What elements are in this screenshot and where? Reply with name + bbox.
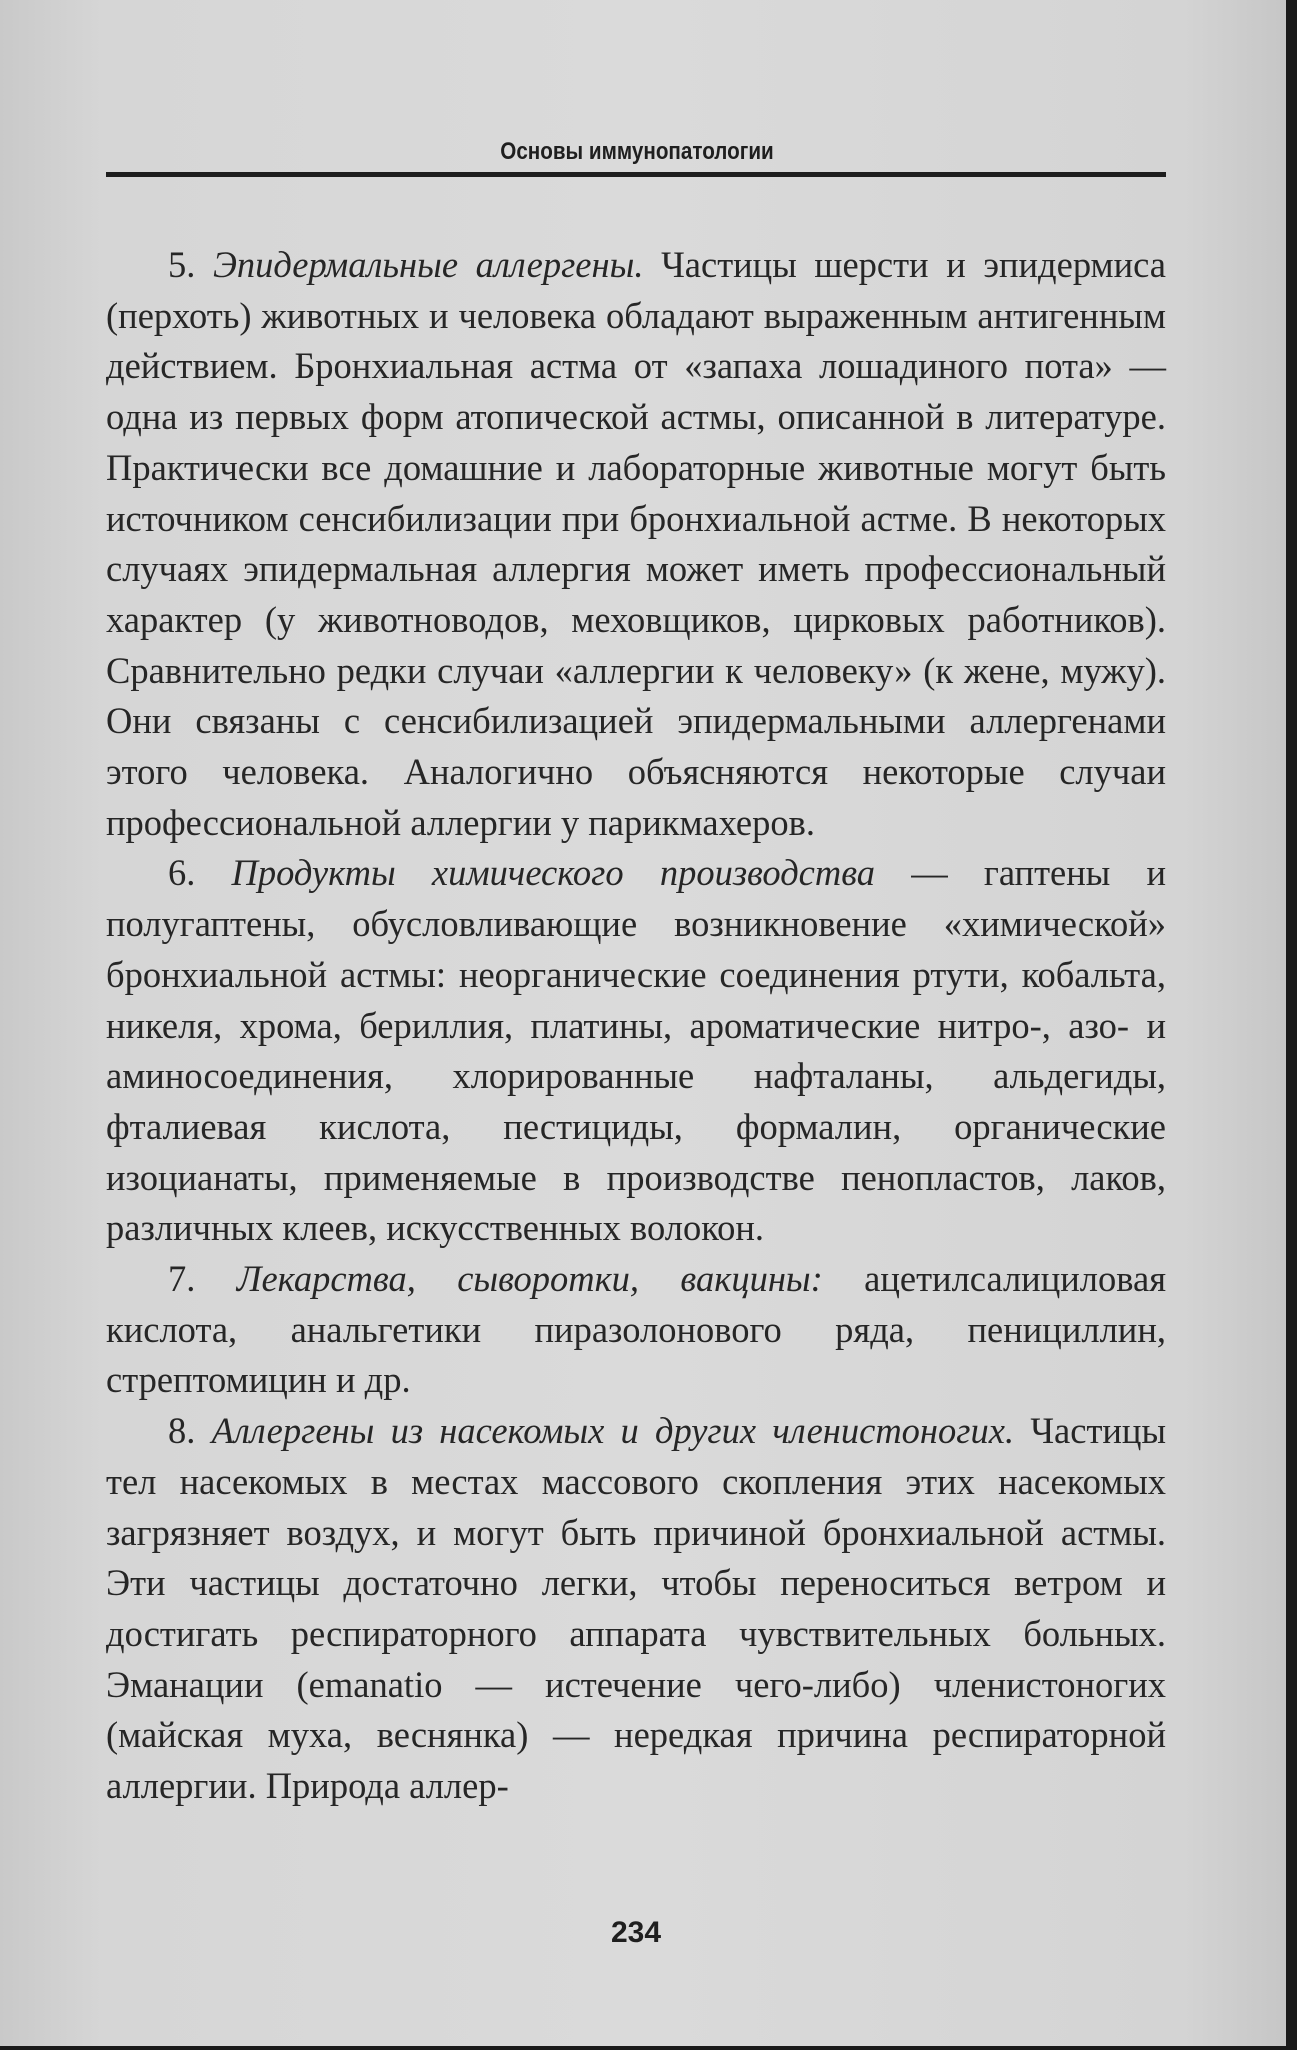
- running-head: Основы иммунопатологии: [500, 138, 774, 165]
- header-rule: [106, 172, 1166, 177]
- item-heading: Аллергены из насекомых и других членистоногих.: [211, 1410, 1015, 1452]
- paragraph-item-7: [106, 1254, 1166, 1406]
- item-heading: Продукты химического производства: [231, 852, 876, 894]
- item-number: 8.: [168, 1410, 196, 1452]
- item-heading: Лекарства, сыворотки, вакцины:: [236, 1258, 823, 1300]
- item-body: Частицы тел насекомых в местах массового скопления этих насекомых загрязняет воздух, и могут быть причиной бронхиальной астмы. Эти частицы достаточно легки, чтобы переноситься ветром и достигать респираторного аппарата чувствительных больных. Эманации (emanatio — истечение чего-либо) членистоногих (майская муха, веснянка) — нередкая причина респираторной аллергии. Природа аллер-: [106, 1410, 1166, 1807]
- paragraph-item-6: [106, 848, 1166, 1254]
- item-body: Частицы шерсти и эпидермиса (перхоть) животных и человека обладают выраженным антигенным действием. Бронхиальная астма от «запаха лошадиного пота» — одна из первых форм атопической астмы, описанной в литературе. Практически все домашние и лабораторные животные могут быть источником сенсибилизации при бронхиальной астме. В некоторых случаях эпидермальная аллергия может иметь профессиональный характер (у животноводов, меховщиков, цирковых работников). Сравнительно редки случаи «аллергии к человеку» (к жене, мужу). Они связаны с сенсибилизацией эпидермальными аллергенами этого человека. Аналогично объясняются некоторые случаи профессиональной аллергии у парикмахеров.: [106, 244, 1167, 843]
- item-number: 6.: [168, 852, 196, 894]
- item-number: 7.: [168, 1258, 196, 1300]
- paragraph-item-5: [106, 240, 1166, 848]
- item-number: 5.: [168, 244, 196, 285]
- body-text: [106, 240, 1166, 1812]
- item-heading: Эпидермальные аллергены.: [212, 244, 644, 285]
- page-number: 234: [610, 1916, 662, 1949]
- item-body: ацетилсалициловая кислота, анальгетики пиразолонового ряда, пенициллин, стрептомицин и др.: [106, 1258, 1166, 1401]
- paragraph-item-8: [106, 1406, 1166, 1812]
- item-body: — гаптены и полугаптены, обусловливающие возникновение «химической» бронхиальной астмы: неорганические соединения ртути, кобальта, никеля, хрома, бериллия, платины, ароматические нитро-, азо- и аминосоединения, хлорированные нафталаны, альдегиды, фталиевая кислота, пестициды, формалин, органические изоцианаты, применяемые в производстве пенопластов, лаков, различных клеев, искусственных волокон.: [106, 852, 1166, 1249]
